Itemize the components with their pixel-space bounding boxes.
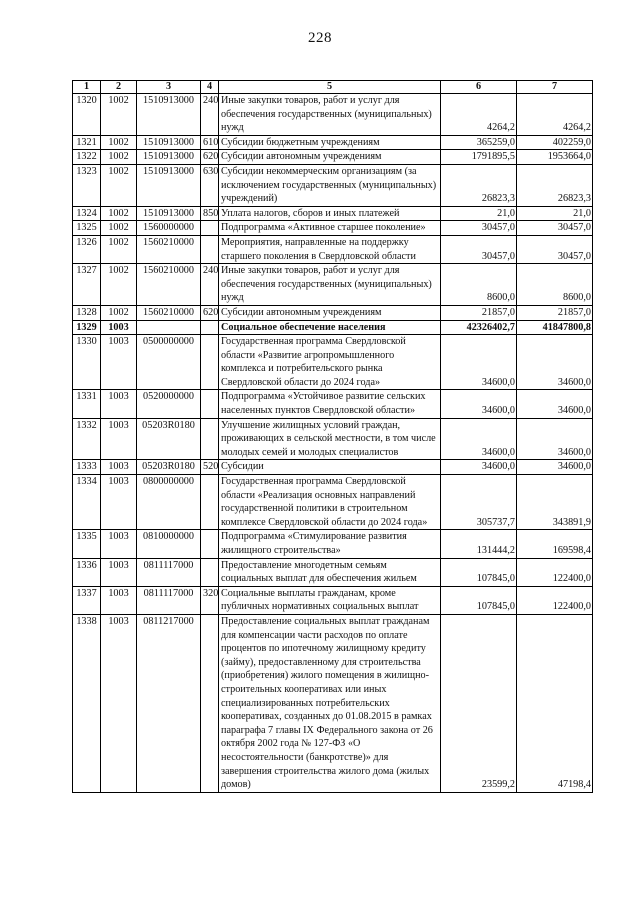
row-number: 1336 [73,558,101,586]
item-name: Социальные выплаты гражданам, кроме публичных нормативных социальных выплат [219,586,441,614]
row-number: 1335 [73,530,101,558]
table-row [73,264,593,306]
amount-year-2: 30457,0 [517,221,593,236]
section-code: 1002 [101,305,137,320]
target-article-code: 0810000000 [137,530,201,558]
header-row [73,81,593,94]
expense-type-code [201,235,219,263]
target-article-code: 0811217000 [137,614,201,792]
target-article-code [137,320,201,335]
section-code: 1002 [101,206,137,221]
table-body [73,94,593,793]
amount-year-2: 26823,3 [517,164,593,206]
row-number: 1333 [73,460,101,475]
amount-year-2: 34600,0 [517,418,593,460]
row-number: 1331 [73,390,101,418]
amount-year-2: 47198,4 [517,614,593,792]
amount-year-1: 34600,0 [441,418,517,460]
table-row [73,150,593,165]
section-code: 1002 [101,150,137,165]
expense-type-code: 320 [201,586,219,614]
item-name: Иные закупки товаров, работ и услуг для обеспечения государственных (муниципальных) нужд [219,94,441,136]
amount-year-1: 21857,0 [441,305,517,320]
item-name: Субсидии автономным учреждениям [219,305,441,320]
budget-table [72,80,593,793]
section-code: 1002 [101,264,137,306]
amount-year-1: 30457,0 [441,235,517,263]
section-code: 1002 [101,164,137,206]
row-number: 1322 [73,150,101,165]
target-article-code: 05203R0180 [137,460,201,475]
section-code: 1002 [101,221,137,236]
amount-year-2: 8600,0 [517,264,593,306]
amount-year-1: 34600,0 [441,460,517,475]
section-code: 1003 [101,418,137,460]
target-article-code: 05203R0180 [137,418,201,460]
amount-year-1: 107845,0 [441,586,517,614]
table-row [73,530,593,558]
expense-type-code [201,475,219,530]
expense-type-code [201,320,219,335]
amount-year-1: 1791895,5 [441,150,517,165]
item-name: Улучшение жилищных условий граждан, проживающих в сельской местности, в том числе молодых семей и молодых специалистов [219,418,441,460]
amount-year-2: 122400,0 [517,558,593,586]
table-row [73,335,593,390]
expense-type-code: 240 [201,94,219,136]
section-code: 1003 [101,460,137,475]
expense-type-code [201,390,219,418]
table-row [73,558,593,586]
item-name: Субсидии бюджетным учреждениям [219,135,441,150]
target-article-code: 1560210000 [137,235,201,263]
table-row [73,221,593,236]
target-article-code: 0811117000 [137,586,201,614]
row-number: 1330 [73,335,101,390]
section-code: 1003 [101,335,137,390]
item-name: Уплата налогов, сборов и иных платежей [219,206,441,221]
row-number: 1325 [73,221,101,236]
item-name: Социальное обеспечение населения [219,320,441,335]
item-name: Подпрограмма «Стимулирование развития жилищного строительства» [219,530,441,558]
row-number: 1328 [73,305,101,320]
row-number: 1327 [73,264,101,306]
section-code: 1003 [101,320,137,335]
row-number: 1324 [73,206,101,221]
item-name: Подпрограмма «Устойчивое развитие сельских населенных пунктов Свердловской области» [219,390,441,418]
target-article-code: 0800000000 [137,475,201,530]
amount-year-2: 41847800,8 [517,320,593,335]
header-cell: 2 [101,81,137,94]
table-row [73,235,593,263]
expense-type-code: 620 [201,305,219,320]
amount-year-2: 34600,0 [517,390,593,418]
table-row [73,390,593,418]
item-name: Субсидии [219,460,441,475]
row-number: 1329 [73,320,101,335]
table-row [73,94,593,136]
table-row [73,206,593,221]
row-number: 1338 [73,614,101,792]
item-name: Государственная программа Свердловской области «Реализация основных направлений государственной политики в строительном комплексе Свердловской области до 2024 года» [219,475,441,530]
header-cell: 7 [517,81,593,94]
expense-type-code: 610 [201,135,219,150]
expense-type-code [201,335,219,390]
header-cell: 4 [201,81,219,94]
amount-year-1: 365259,0 [441,135,517,150]
expense-type-code: 620 [201,150,219,165]
amount-year-2: 1953664,0 [517,150,593,165]
amount-year-2: 343891,9 [517,475,593,530]
target-article-code: 1560000000 [137,221,201,236]
page-number: 228 [308,30,332,46]
row-number: 1334 [73,475,101,530]
row-number: 1337 [73,586,101,614]
amount-year-1: 21,0 [441,206,517,221]
amount-year-1: 34600,0 [441,335,517,390]
amount-year-2: 4264,2 [517,94,593,136]
section-code: 1002 [101,135,137,150]
row-number: 1320 [73,94,101,136]
amount-year-2: 34600,0 [517,335,593,390]
expense-type-code: 520 [201,460,219,475]
amount-year-2: 169598,4 [517,530,593,558]
amount-year-1: 107845,0 [441,558,517,586]
amount-year-1: 4264,2 [441,94,517,136]
table-row [73,614,593,792]
amount-year-1: 131444,2 [441,530,517,558]
header-cell: 6 [441,81,517,94]
section-code: 1003 [101,586,137,614]
amount-year-2: 21857,0 [517,305,593,320]
header-cell: 5 [219,81,441,94]
expense-type-code [201,614,219,792]
target-article-code: 1510913000 [137,206,201,221]
table-row [73,305,593,320]
target-article-code: 1560210000 [137,264,201,306]
section-code: 1003 [101,475,137,530]
item-name: Государственная программа Свердловской области «Развитие агропромышленного комплекса и потребительского рынка Свердловской области до 2024 года» [219,335,441,390]
item-name: Мероприятия, направленные на поддержку старшего поколения в Свердловской области [219,235,441,263]
expense-type-code [201,558,219,586]
expense-type-code [201,530,219,558]
section-code: 1003 [101,390,137,418]
amount-year-1: 34600,0 [441,390,517,418]
item-name: Предоставление социальных выплат гражданам для компенсации части расходов по оплате процентов по ипотечному жилищному кредиту (займу), предоставленному для строительства (приобретения) жилого помещения в жилищно-строительных кооперативах или иных специализированных потребительских кооперативах, созданных до 01.08.2015 в рамках параграфа 7 главы IX Федерального закона от 26 октября 2002 года № 127-ФЗ «О несостоятельности (банкротстве)» для завершения строительства жилого дома (жилых домов) [219,614,441,792]
table-row [73,164,593,206]
row-number: 1326 [73,235,101,263]
section-code: 1002 [101,235,137,263]
item-name: Субсидии некоммерческим организациям (за исключением государственных (муниципальных) учреждений) [219,164,441,206]
expense-type-code: 630 [201,164,219,206]
item-name: Субсидии автономным учреждениям [219,150,441,165]
row-number: 1323 [73,164,101,206]
amount-year-2: 30457,0 [517,235,593,263]
amount-year-2: 21,0 [517,206,593,221]
section-code: 1002 [101,94,137,136]
target-article-code: 0520000000 [137,390,201,418]
expense-type-code: 850 [201,206,219,221]
expense-type-code [201,221,219,236]
target-article-code: 1510913000 [137,150,201,165]
target-article-code: 0500000000 [137,335,201,390]
target-article-code: 1510913000 [137,94,201,136]
row-number: 1332 [73,418,101,460]
item-name: Иные закупки товаров, работ и услуг для обеспечения государственных (муниципальных) нужд [219,264,441,306]
section-code: 1003 [101,558,137,586]
item-name: Предоставление многодетным семьям социальных выплат для обеспечения жильем [219,558,441,586]
target-article-code: 1560210000 [137,305,201,320]
amount-year-2: 122400,0 [517,586,593,614]
section-code: 1003 [101,530,137,558]
amount-year-2: 34600,0 [517,460,593,475]
expense-type-code: 240 [201,264,219,306]
expense-type-code [201,418,219,460]
item-name: Подпрограмма «Активное старшее поколение» [219,221,441,236]
table-row [73,320,593,335]
amount-year-1: 305737,7 [441,475,517,530]
amount-year-1: 23599,2 [441,614,517,792]
section-code: 1003 [101,614,137,792]
table-row [73,418,593,460]
header-cell: 1 [73,81,101,94]
amount-year-1: 8600,0 [441,264,517,306]
row-number: 1321 [73,135,101,150]
target-article-code: 0811117000 [137,558,201,586]
table-row [73,135,593,150]
amount-year-1: 42326402,7 [441,320,517,335]
table-row [73,460,593,475]
table-row [73,475,593,530]
amount-year-1: 26823,3 [441,164,517,206]
amount-year-2: 402259,0 [517,135,593,150]
table-row [73,586,593,614]
header-cell: 3 [137,81,201,94]
amount-year-1: 30457,0 [441,221,517,236]
target-article-code: 1510913000 [137,135,201,150]
target-article-code: 1510913000 [137,164,201,206]
